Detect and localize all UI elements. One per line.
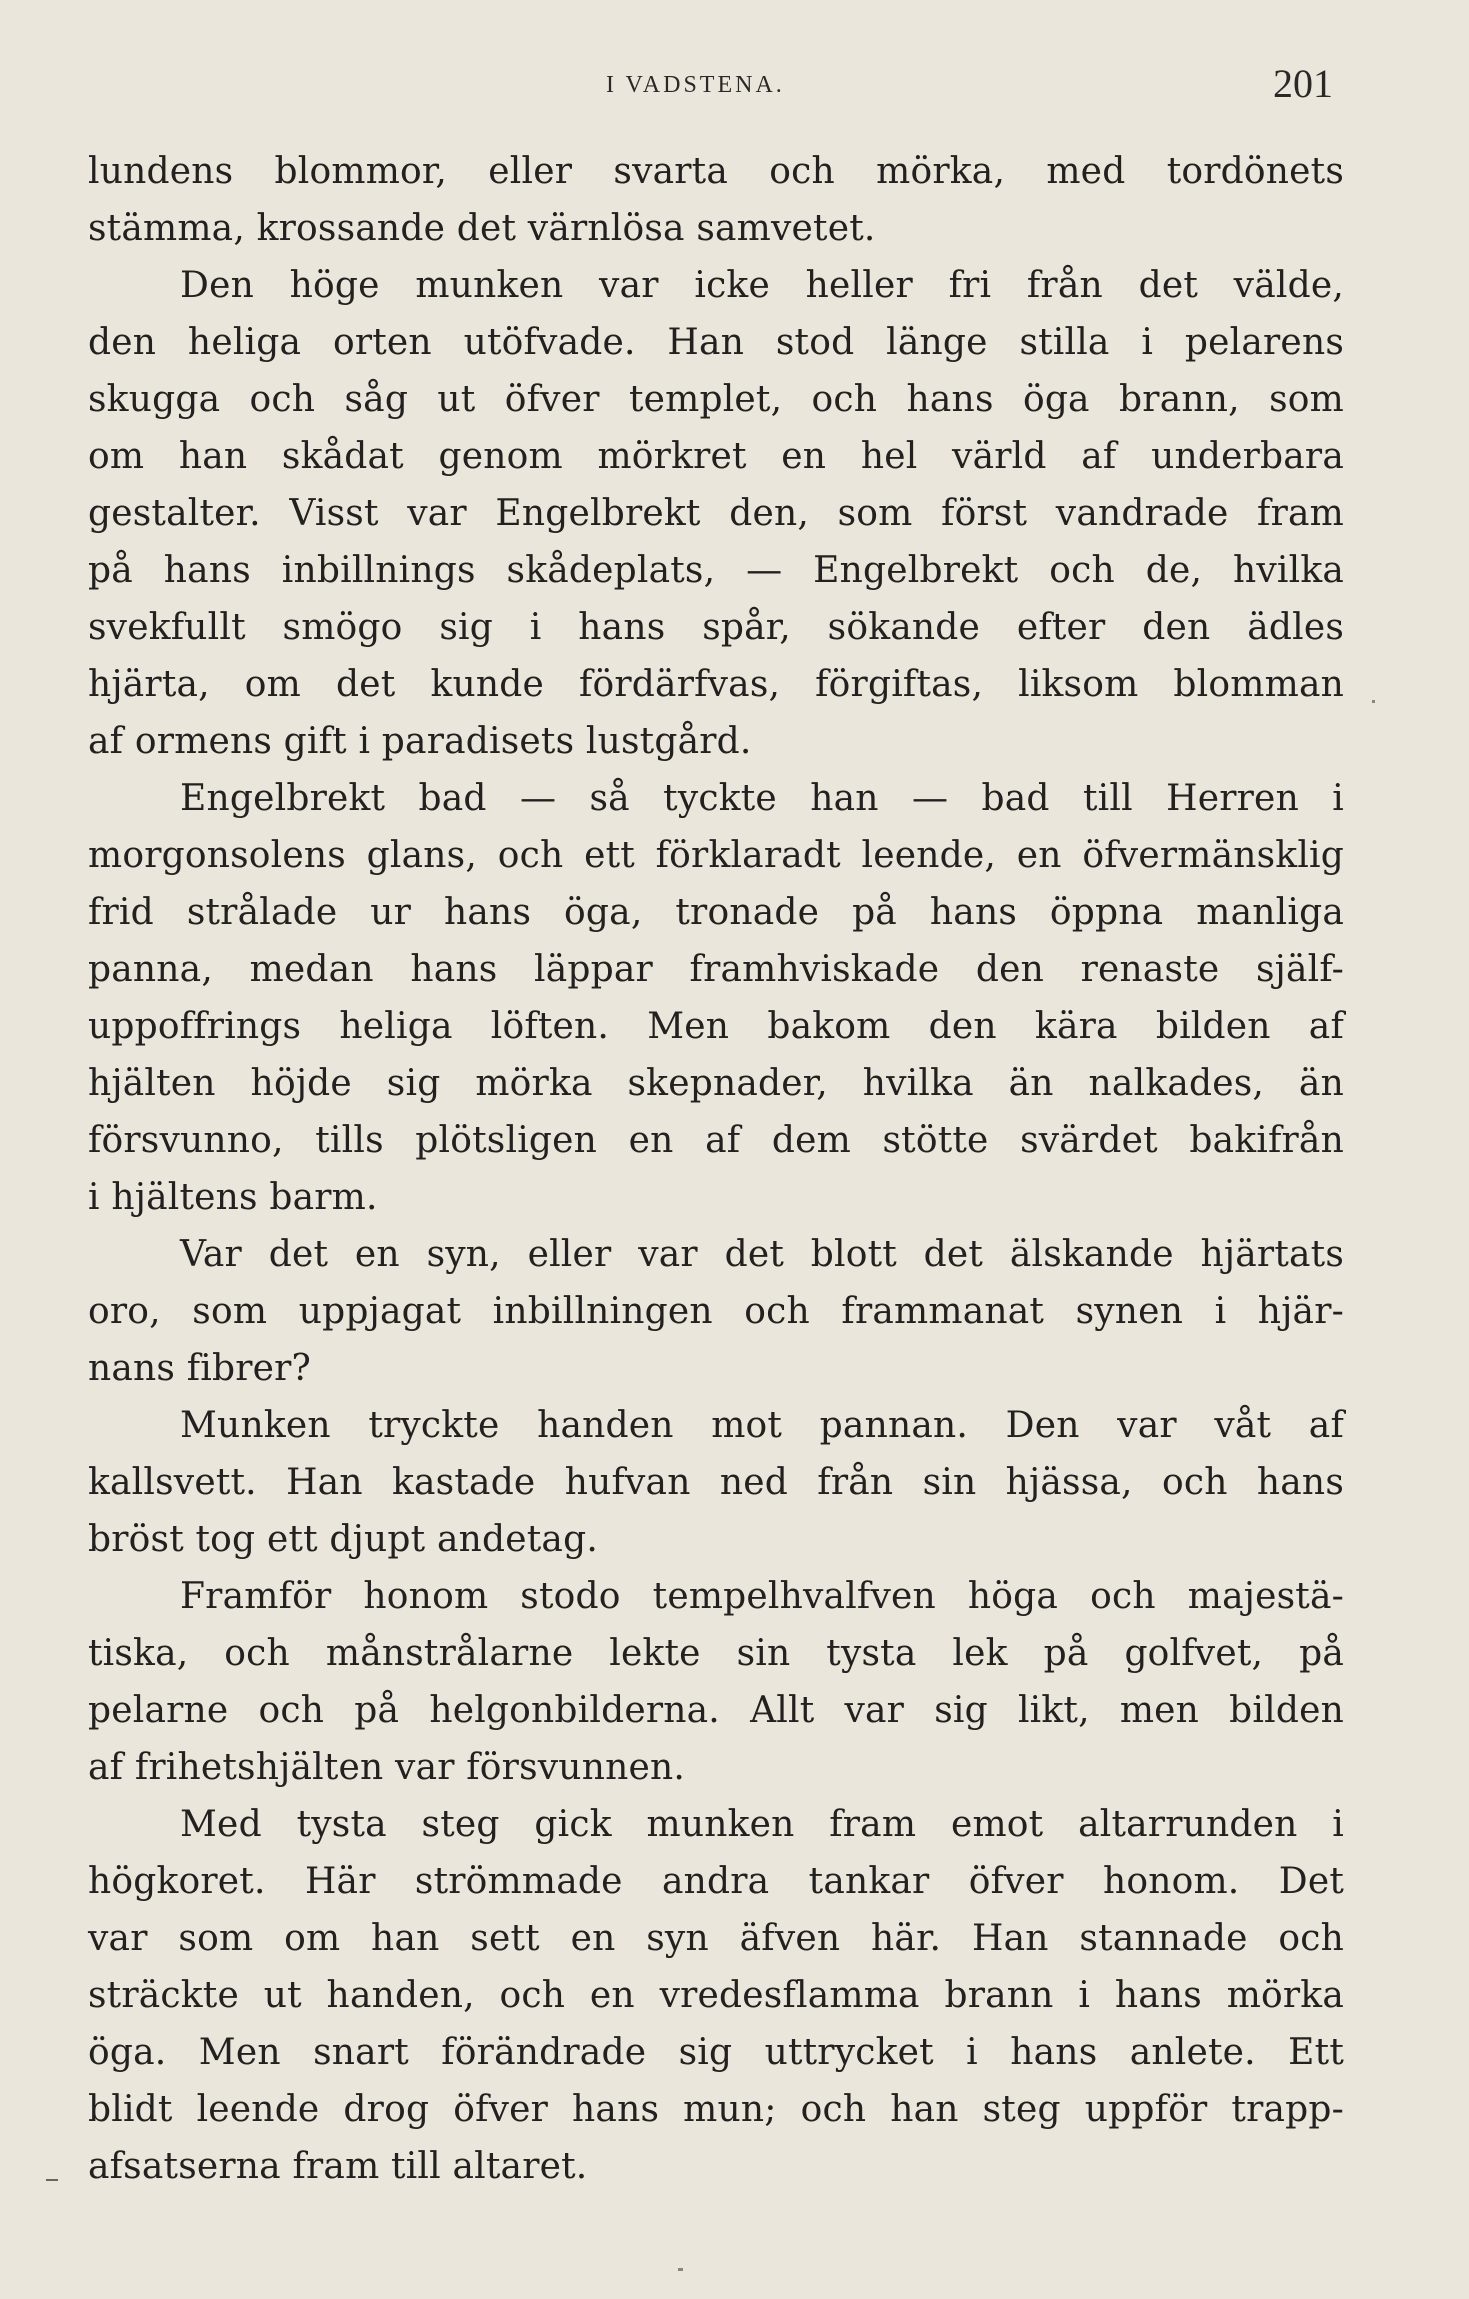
text-line: uppoffrings heliga löften. Men bakom den kära bilden af bbox=[88, 1006, 1344, 1047]
text-line: af ormens gift i paradisets lustgård. bbox=[88, 721, 752, 762]
text-line: gestalter. Visst var Engelbrekt den, som först vandrade fram bbox=[88, 493, 1344, 534]
text-line: på hans inbillnings skådeplats, — Engelbrekt och de, hvilka bbox=[88, 550, 1344, 591]
text-line: försvunno, tills plötsligen en af dem stötte svärdet bakifrån bbox=[88, 1120, 1344, 1161]
text-line: Engelbrekt bad — så tyckte han — bad till Herren i bbox=[180, 778, 1344, 819]
running-title: I VADSTENA. bbox=[606, 72, 785, 98]
text-line: Den höge munken var icke heller fri från det välde, bbox=[180, 265, 1344, 306]
text-line: i hjältens barm. bbox=[88, 1177, 378, 1218]
text-line: skugga och såg ut öfver templet, och hans öga brann, som bbox=[88, 379, 1344, 420]
text-line: högkoret. Här strömmade andra tankar öfver honom. Det bbox=[88, 1861, 1344, 1902]
margin-mark bbox=[46, 2179, 58, 2181]
text-line: var som om han sett en syn äfven här. Han stannade och bbox=[88, 1918, 1344, 1959]
text-line: den heliga orten utöfvade. Han stod länge stilla i pelarens bbox=[88, 322, 1344, 363]
page-number: 201 bbox=[1273, 61, 1333, 106]
text-line: sträckte ut handen, och en vredesflamma brann i hans mörka bbox=[88, 1975, 1344, 2016]
text-line: morgonsolens glans, och ett förklaradt leende, en öfvermänsklig bbox=[88, 835, 1344, 876]
text-line: lundens blommor, eller svarta och mörka, med tordönets bbox=[88, 151, 1344, 192]
text-line: Var det en syn, eller var det blott det älskande hjärtats bbox=[180, 1234, 1344, 1275]
text-line: om han skådat genom mörkret en hel värld af underbara bbox=[88, 436, 1344, 477]
body-text bbox=[88, 143, 1344, 2195]
text-line: oro, som uppjagat inbillningen och frammanat synen i hjär- bbox=[88, 1291, 1344, 1332]
text-line: öga. Men snart förändrade sig uttrycket i hans anlete. Ett bbox=[88, 2032, 1344, 2073]
text-line: af frihetshjälten var försvunnen. bbox=[88, 1747, 685, 1788]
paper-speck bbox=[678, 2268, 683, 2271]
text-line: tiska, och månstrålarne lekte sin tysta lek på golfvet, på bbox=[88, 1633, 1344, 1674]
text-line: hjärta, om det kunde fördärfvas, förgiftas, liksom blomman bbox=[88, 664, 1344, 705]
text-line: blidt leende drog öfver hans mun; och han steg uppför trapp- bbox=[88, 2089, 1344, 2130]
text-line: stämma, krossande det värnlösa samvetet. bbox=[88, 208, 876, 249]
text-line: svekfullt smögo sig i hans spår, sökande efter den ädles bbox=[88, 607, 1344, 648]
running-header bbox=[0, 60, 1469, 110]
text-line: Med tysta steg gick munken fram emot altarrunden i bbox=[180, 1804, 1344, 1845]
text-line: Munken tryckte handen mot pannan. Den var våt af bbox=[180, 1405, 1344, 1446]
paper-speck bbox=[1372, 700, 1375, 703]
text-line: bröst tog ett djupt andetag. bbox=[88, 1519, 598, 1560]
text-line: hjälten höjde sig mörka skepnader, hvilka än nalkades, än bbox=[88, 1063, 1344, 1104]
text-line: afsatserna fram till altaret. bbox=[88, 2146, 588, 2187]
text-line: Framför honom stodo tempelhvalfven höga och majestä- bbox=[180, 1576, 1344, 1617]
text-line: frid strålade ur hans öga, tronade på hans öppna manliga bbox=[88, 892, 1344, 933]
text-line: panna, medan hans läppar framhviskade den renaste själf- bbox=[88, 949, 1344, 990]
text-line: nans fibrer? bbox=[88, 1348, 312, 1389]
text-line: pelarne och på helgonbilderna. Allt var sig likt, men bilden bbox=[88, 1690, 1344, 1731]
text-line: kallsvett. Han kastade hufvan ned från sin hjässa, och hans bbox=[88, 1462, 1344, 1503]
